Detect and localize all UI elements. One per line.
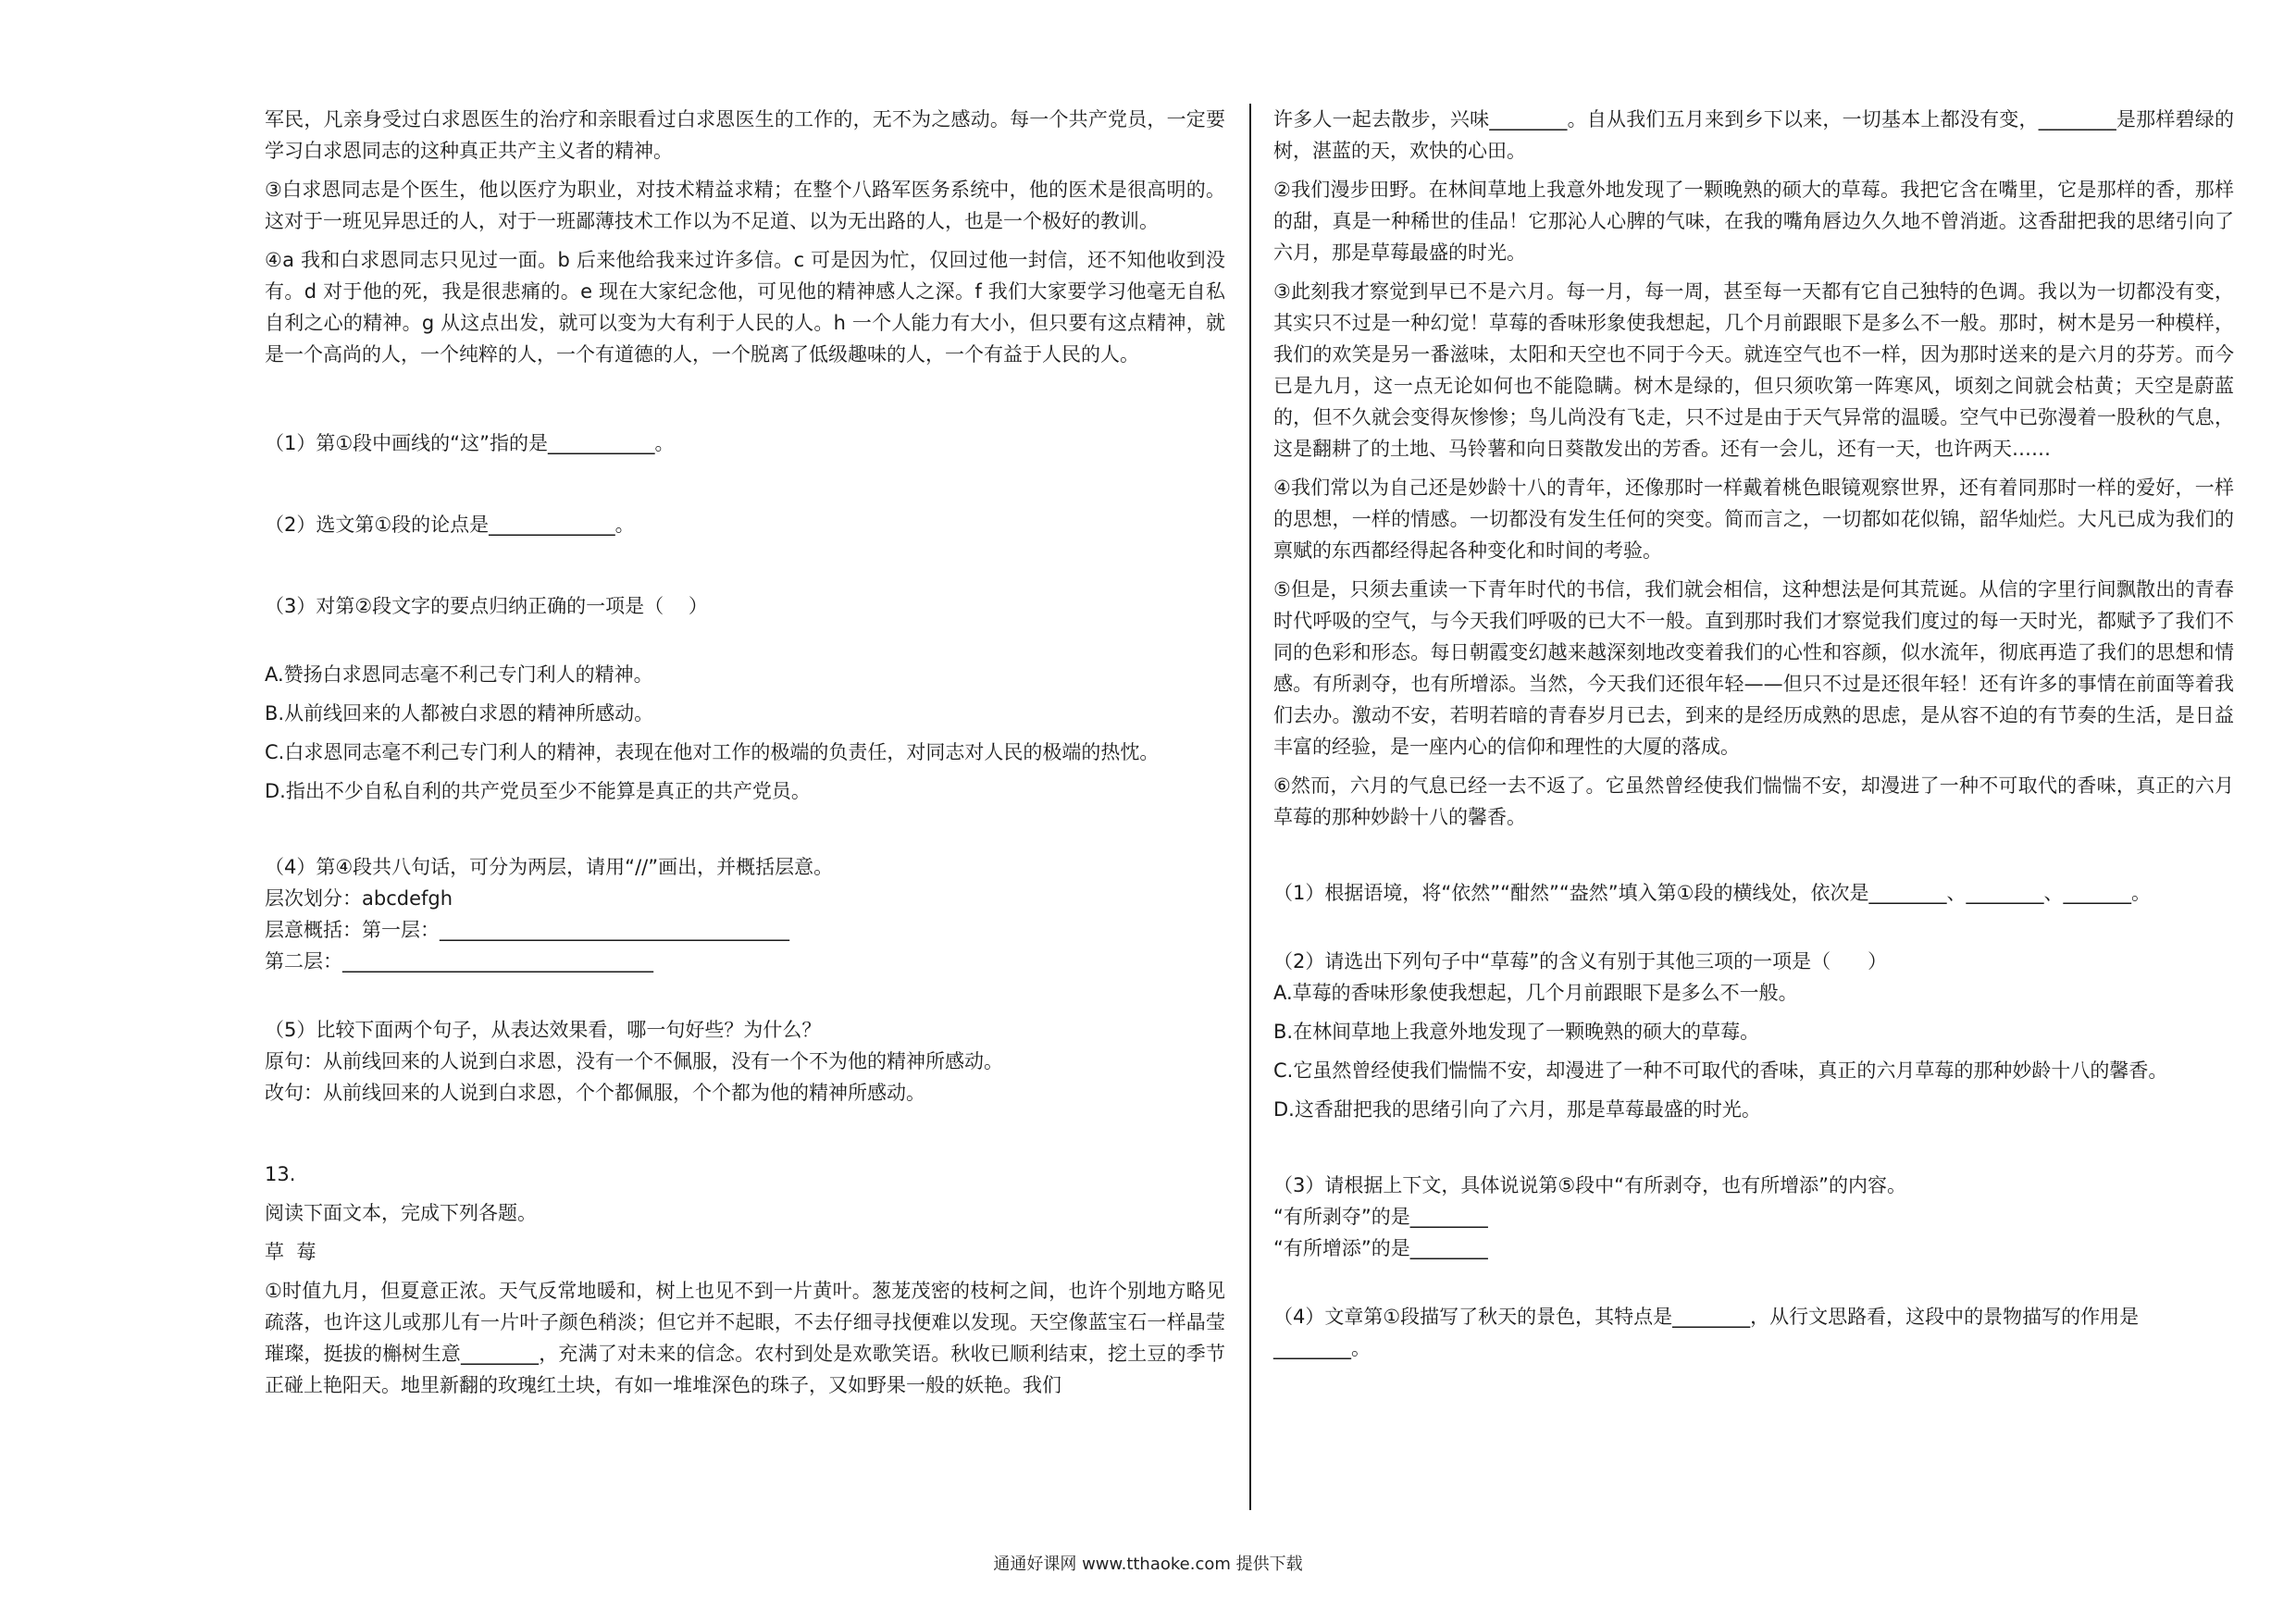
passage-paragraph-4: ④a 我和白求恩同志只见过一面。b 后来他给我来过许多信。c 可是因为忙，仅回过他一封信，还不知他收到没有。d 对于他的死，我是很悲痛的。e 现在大家纪念他，可见他的精神感人之深。f 我们大家要学习他毫无自私自利之心的精神。g 从这点出发，就可以变为大有利于人民的人。h 一个人能力有大小，但只要有这点精神，就是一个高尚的人，一个纯粹的人，一个有道德的人，一个脱离了低级趣味的人，一个有益于人民的人。 <box>265 249 1225 365</box>
option-b: B.在林间草地上我意外地发现了一颗晚熟的硕大的草莓。 <box>1273 1021 1760 1043</box>
story-paragraph-3: ③此刻我才察觉到早已不是六月。每一月，每一周，甚至每一天都有它自己独特的色调。我以为一切都没有变，其实只不过是一种幻觉！草莓的香味形象使我想起，几个月前跟眼下是多么不一般。那时，树木是另一种模样，我们的欢笑是另一番滋味，太阳和天空也不同于今天。就连空气也不一样，因为那时送来的是六月的芬芳。而今已是九月，这一点无论如何也不能隐瞒。树木是绿的，但只须吹第一阵寒风，顷刻之间就会枯黄；天空是蔚蓝的，但不久就会变得灰惨惨；鸟儿尚没有飞走，只不过是由于天气异常的温暖。空气中已弥漫着一股秋的气息，这是翻耕了的土地、马铃薯和向日葵散发出的芳香。还有一会儿，还有一天，也许两天…… <box>1273 280 2234 460</box>
answer-line: 层次划分：abcdefgh <box>265 887 453 910</box>
left-column <box>265 104 1225 1408</box>
story-paragraph-5: ⑤但是，只须去重读一下青年时代的书信，我们就会相信，这种想法是何其荒诞。从信的字里行间飘散出的青春时代呼吸的空气，与今天我们呼吸的已大不一般。直到那时我们才察觉我们度过的每一天时光，都赋予了我们不同的色彩和形态。每日朝霞变幻越来越深刻地改变着我们的心性和容颜，似水流年，彻底再造了我们的思想和情感。有所剥夺，也有所增添。当然，今天我们还很年轻——但只不过是还很年轻！还有许多的事情在前面等着我们去办。激动不安，若明若暗的青春岁月已去，到来的是经历成熟的思虑，是从容不迫的有节奏的生活，是日益丰富的经验，是一座内心的信仰和理性的大厦的落成。 <box>1273 578 2234 758</box>
question-1: （1）第①段中画线的“这”指的是___________。 <box>265 432 675 454</box>
answer-line: “有所剥夺”的是________ <box>1273 1206 1488 1228</box>
question-number-13: 13. <box>265 1163 296 1185</box>
question-3: （3）请根据上下文，具体说说第⑤段中“有所剥夺，也有所增添”的内容。 <box>1273 1174 1906 1196</box>
story-paragraph-6: ⑥然而，六月的气息已经一去不返了。它虽然曾经使我们惴惴不安，却漫进了一种不可取代的香味，真正的六月草莓的那种妙龄十八的馨香。 <box>1273 774 2234 828</box>
revised-sentence: 改句：从前线回来的人说到白求恩，个个都佩服，个个都为他的精神所感动。 <box>265 1082 925 1104</box>
passage-title: 草 莓 <box>265 1241 316 1263</box>
answer-line: 第二层：________________________________ <box>265 950 653 973</box>
question-5: （5）比较下面两个句子，从表达效果看，哪一句好些？为什么？ <box>265 1019 822 1041</box>
story-paragraph-1-cont: 许多人一起去散步，兴味________。自从我们五月来到乡下以来，一切基本上都没有变，________是那样碧绿的树，湛蓝的天，欢快的心田。 <box>1273 108 2234 162</box>
answer-line: 层意概括：第一层：____________________________________ <box>265 919 789 941</box>
story-paragraph-2: ②我们漫步田野。在林间草地上我意外地发现了一颗晚熟的硕大的草莓。我把它含在嘴里，它是那样的香，那样的甜，真是一种稀世的佳品！它那沁人心脾的气味，在我的嘴角唇边久久地不曾消逝。这香甜把我的思绪引向了六月，那是草莓最盛的时光。 <box>1273 179 2234 264</box>
column-divider <box>1249 104 1251 1510</box>
reading-instruction: 阅读下面文本，完成下列各题。 <box>265 1202 537 1224</box>
option-b: B.从前线回来的人都被白求恩的精神所感动。 <box>265 702 654 725</box>
option-c: C.白求恩同志毫不利己专门利人的精神，表现在他对工作的极端的负责任，对同志对人民的极端的热忱。 <box>265 741 1160 763</box>
question-2: （2）请选出下列句子中“草莓”的含义有别于其他三项的一项是（ ） <box>1273 950 1888 973</box>
question-4: （4）文章第①段描写了秋天的景色，其特点是________，从行文思路看，这段中的景物描写的作用是________。 <box>1273 1306 2140 1359</box>
option-c: C.它虽然曾经使我们惴惴不安，却漫进了一种不可取代的香味，真正的六月草莓的那种妙龄十八的馨香。 <box>1273 1059 2168 1082</box>
question-3: （3）对第②段文字的要点归纳正确的一项是（ ） <box>265 595 708 617</box>
footer-credit: 通通好课网 www.tthaoke.com 提供下载 <box>993 1555 1303 1574</box>
question-1: （1）根据语境，将“依然”“酣然”“盎然”填入第①段的横线处，依次是________、________、_______。 <box>1273 882 2151 904</box>
option-d: D.这香甜把我的思绪引向了六月，那是草莓最盛的时光。 <box>1273 1098 1761 1121</box>
option-a: A.赞扬白求恩同志毫不利己专门利人的精神。 <box>265 663 653 686</box>
right-column <box>1273 104 2234 1364</box>
original-sentence: 原句：从前线回来的人说到白求恩，没有一个不佩服，没有一个不为他的精神所感动。 <box>265 1050 1003 1072</box>
story-paragraph-4: ④我们常以为自己还是妙龄十八的青年，还像那时一样戴着桃色眼镜观察世界，还有着同那时一样的爱好，一样的思想，一样的情感。一切都没有发生任何的突变。简而言之，一切都如花似锦，韶华灿烂。大凡已成为我们的禀赋的东西都经得起各种变化和时间的考验。 <box>1273 477 2234 562</box>
answer-line: “有所增添”的是________ <box>1273 1237 1488 1259</box>
story-paragraph-1: ①时值九月，但夏意正浓。天气反常地暖和，树上也见不到一片黄叶。葱茏茂密的枝柯之间，也许个别地方略见疏落，也许这儿或那儿有一片叶子颜色稍淡；但它并不起眼，不去仔细寻找便难以发现。天空像蓝宝石一样晶莹璀璨，挺拔的槲树生意________，充满了对未来的信念。农村到处是欢歌笑语。秋收已顺利结束，挖土豆的季节正碰上艳阳天。地里新翻的玫瑰红土块，有如一堆堆深色的珠子，又如野果一般的妖艳。我们 <box>265 1280 1225 1396</box>
question-2: （2）选文第①段的论点是_____________。 <box>265 514 635 536</box>
question-4: （4）第④段共八句话，可分为两层，请用“//”画出，并概括层意。 <box>265 856 834 878</box>
option-a: A.草莓的香味形象使我想起，几个月前跟眼下是多么不一般。 <box>1273 982 1798 1004</box>
passage-paragraph-cont: 军民，凡亲身受过白求恩医生的治疗和亲眼看过白求恩医生的工作的，无不为之感动。每一个共产党员，一定要学习白求恩同志的这种真正共产主义者的精神。 <box>265 108 1225 162</box>
option-d: D.指出不少自私自利的共产党员至少不能算是真正的共产党员。 <box>265 780 811 802</box>
passage-paragraph-3: ③白求恩同志是个医生，他以医疗为职业，对技术精益求精；在整个八路军医务系统中，他的医术是很高明的。这对于一班见异思迁的人，对于一班鄙薄技术工作以为不足道、以为无出路的人，也是一个极好的教训。 <box>265 179 1225 232</box>
